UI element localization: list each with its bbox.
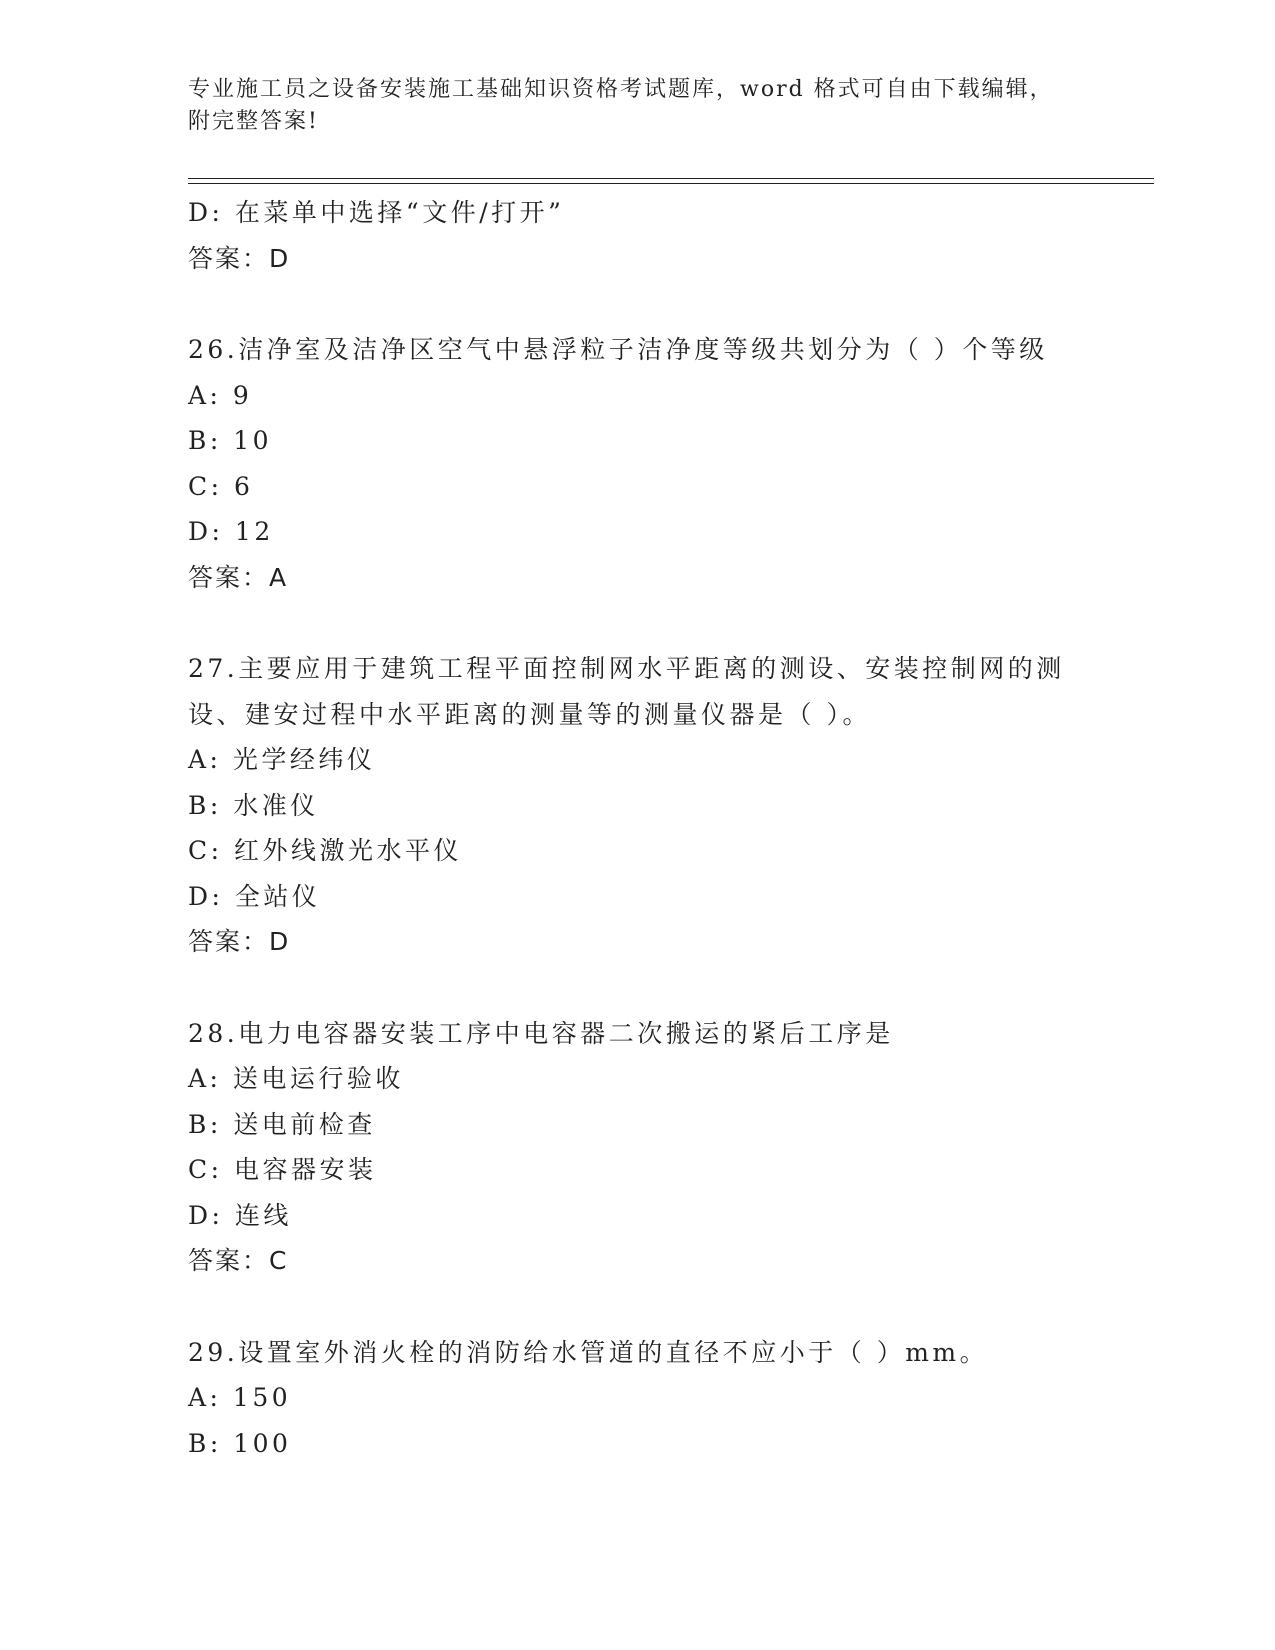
option-c: C: 红外线激光水平仪 (188, 836, 462, 865)
option-a: A: 送电运行验收 (188, 1064, 404, 1093)
question-list (188, 190, 1148, 1466)
header-line-1: 专业施工员之设备安装施工基础知识资格考试题库，word 格式可自由下载编辑， (188, 77, 1054, 102)
question-stem: 29.设置室外消火栓的消防给水管道的直径不应小于（ ）mm。 (188, 1337, 989, 1367)
question-stem: 28.电力电容器安装工序中电容器二次搬运的紧后工序是 (188, 1018, 894, 1048)
spacer (188, 600, 1148, 646)
question-27 (188, 646, 1148, 965)
option-d: D: 12 (188, 517, 274, 546)
header-line-2: 附完整答案! (188, 109, 319, 134)
option-d: D: 连线 (188, 1200, 292, 1230)
spacer (188, 965, 1148, 1011)
question-29 (188, 1330, 1148, 1467)
question-26 (188, 327, 1148, 600)
option-b: B: 100 (188, 1428, 292, 1458)
option-c: C: 电容器安装 (188, 1155, 377, 1184)
question-28 (188, 1011, 1148, 1284)
question-stem-line-2: 设、建安过程中水平距离的测量等的测量仪器是（ ）。 (188, 699, 871, 729)
spacer (188, 1284, 1148, 1330)
answer-label: 答案：A (188, 562, 289, 592)
option-d: D: 在菜单中选择“文件/打开” (188, 198, 565, 227)
option-b: B: 10 (188, 426, 273, 455)
answer-label: 答案：D (188, 243, 291, 273)
option-a: A: 150 (188, 1383, 292, 1412)
option-d: D: 全站仪 (188, 881, 321, 911)
question-stem: 26.洁净室及洁净区空气中悬浮粒子洁净度等级共划分为（ ）个等级 (188, 335, 1048, 364)
spacer (188, 281, 1148, 327)
option-a: A: 光学经纬仪 (188, 745, 376, 774)
document-header (188, 74, 1088, 138)
question-25-tail (188, 190, 1148, 281)
header-divider-bottom (188, 183, 1154, 184)
option-b: B: 水准仪 (188, 790, 319, 820)
answer-label: 答案：C (188, 1246, 289, 1275)
option-b: B: 送电前检查 (188, 1109, 376, 1139)
option-a: A: 9 (188, 380, 253, 410)
header-divider-top (188, 178, 1154, 179)
option-c: C: 6 (188, 471, 254, 501)
question-stem-line-1: 27.主要应用于建筑工程平面控制网水平距离的测设、安装控制网的测 (188, 654, 1065, 683)
answer-label: 答案：D (188, 927, 291, 956)
